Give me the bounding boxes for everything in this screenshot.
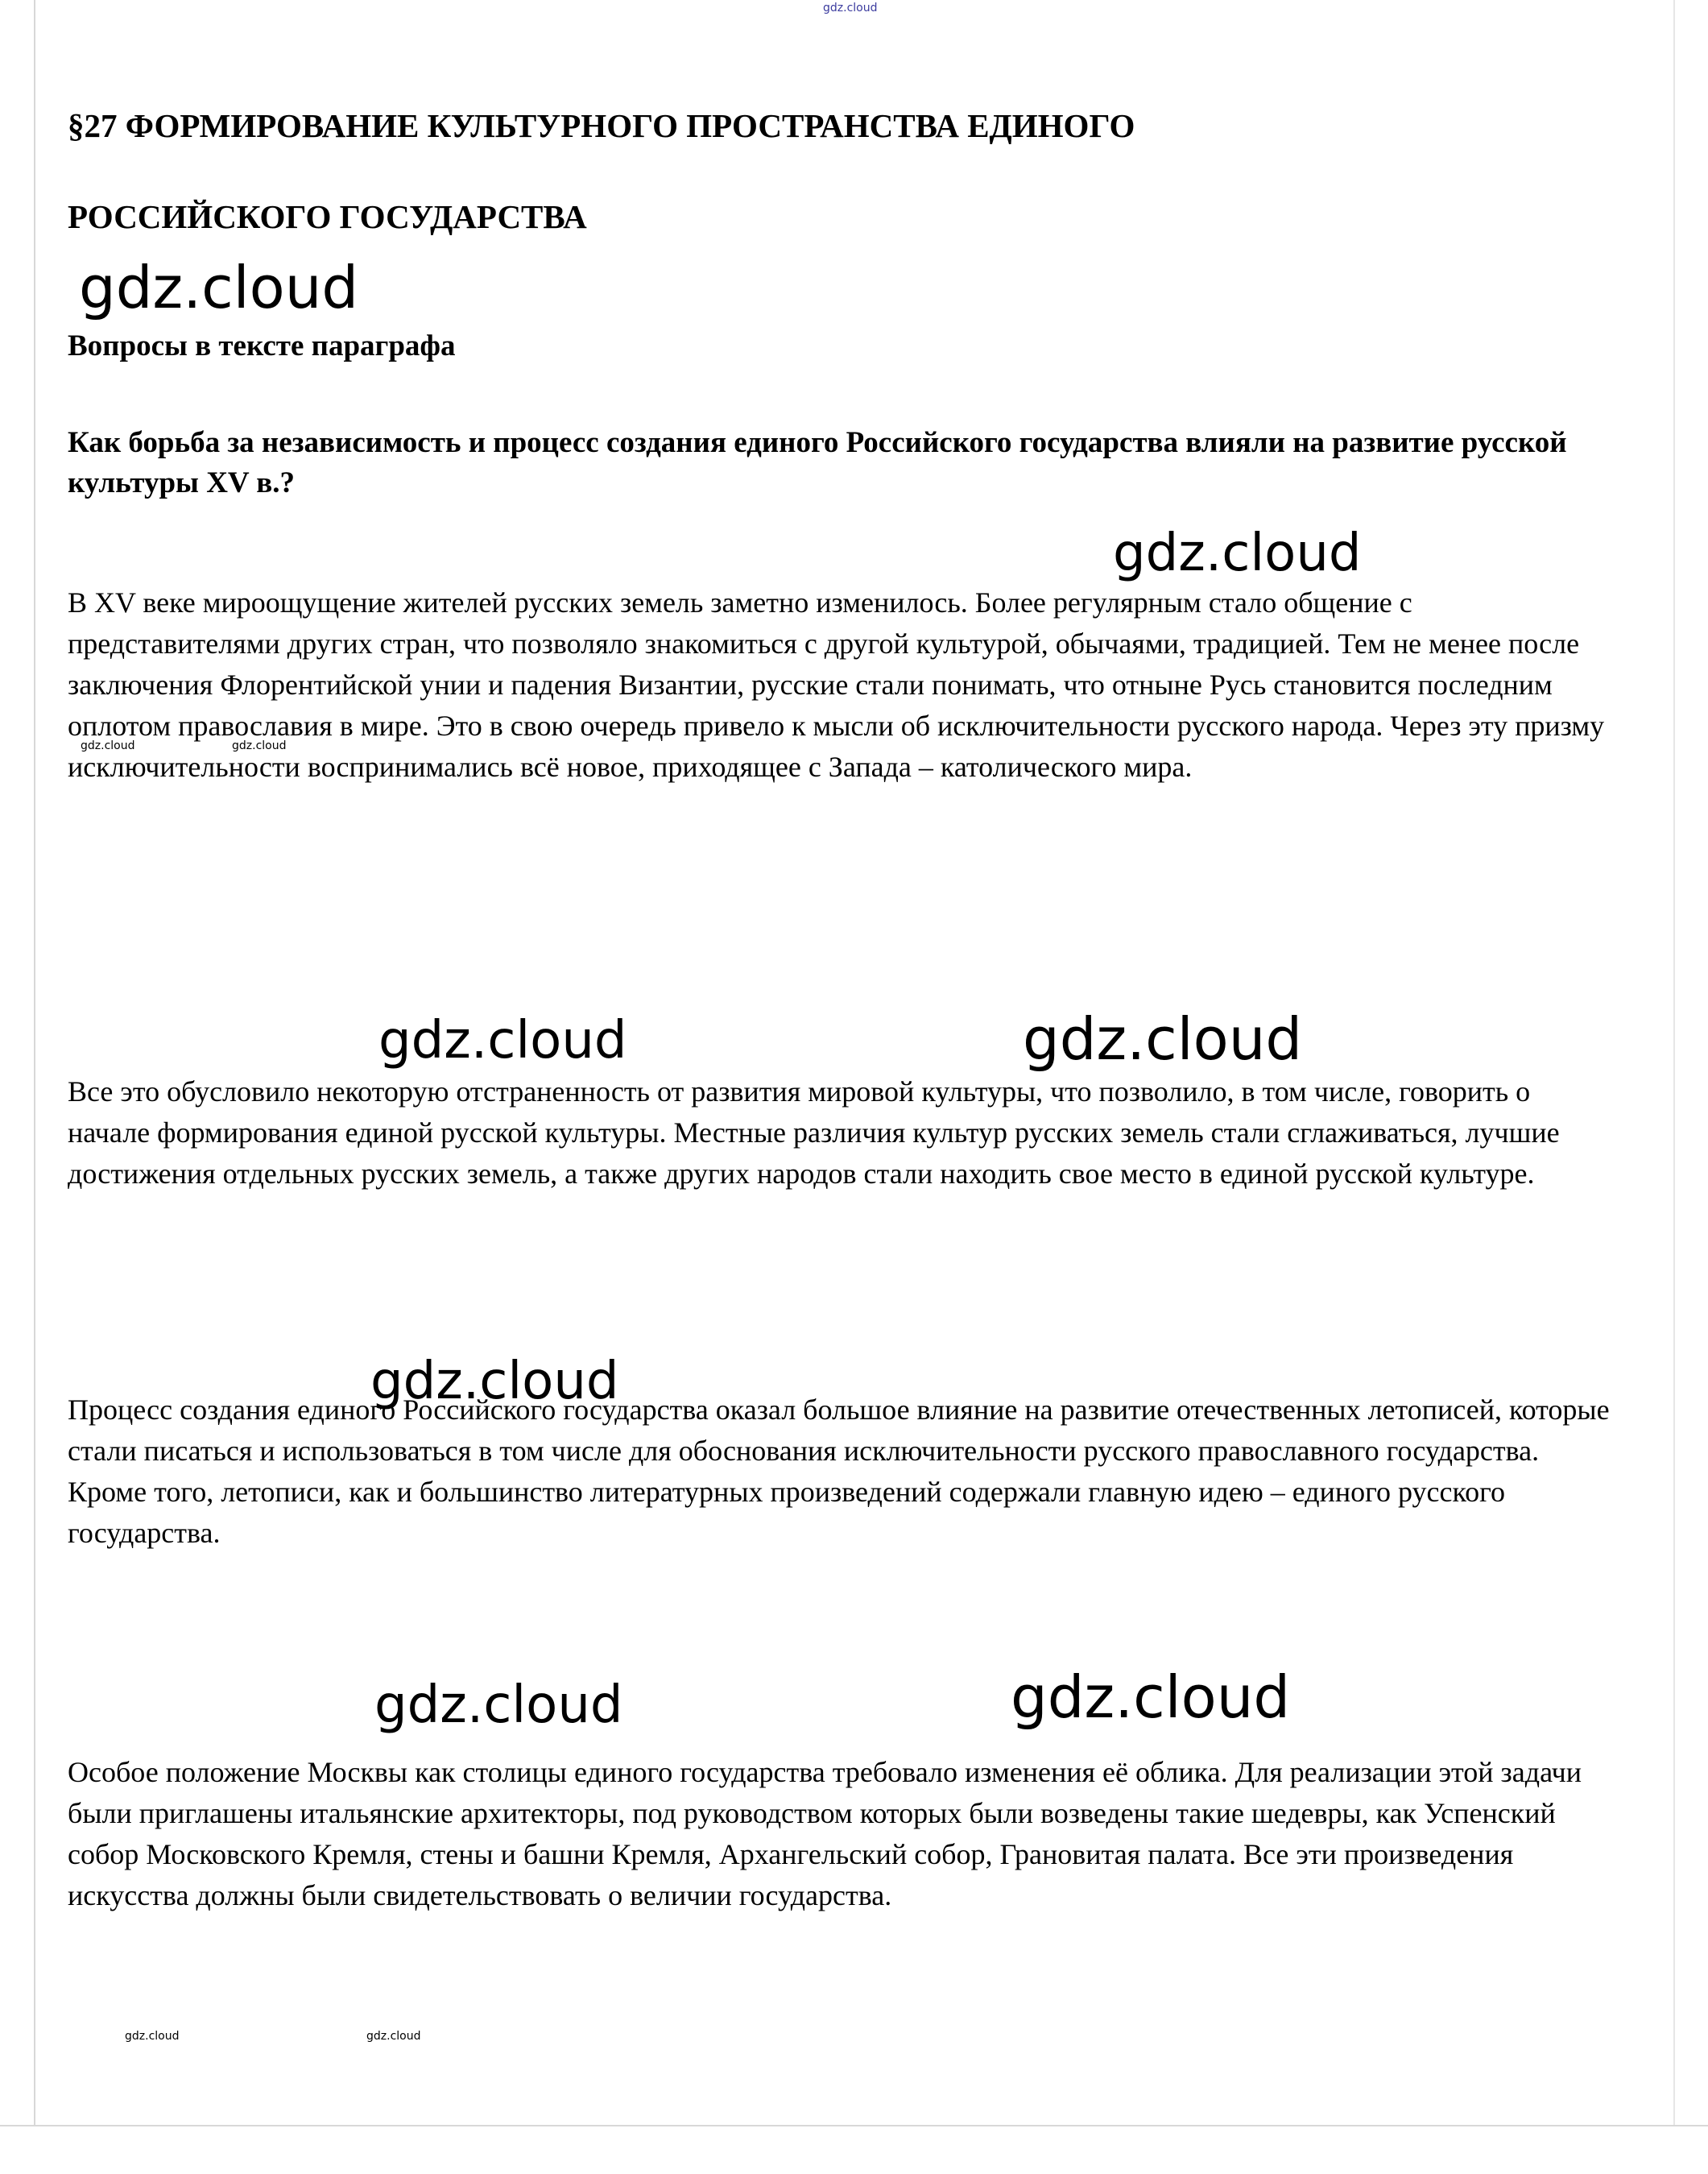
watermark: gdz.cloud: [81, 739, 135, 752]
watermark: gdz.cloud: [1113, 524, 1362, 583]
watermark: gdz.cloud: [1023, 1005, 1303, 1073]
page-title-line-1: §27 ФОРМИРОВАНИЕ КУЛЬТУРНОГО ПРОСТРАНСТВА ЕДИНОГО: [68, 107, 1135, 144]
watermark: gdz.cloud: [366, 2030, 421, 2043]
body-paragraph: В XV веке мироощущение жителей русских земель заметно изменилось. Более регулярным стало общение с представителями других стран, что позволяло знакомиться с другой культурой, обычаями, традицией. Тем не менее после заключения Флорентийской унии и падения Византии, русские стали понимать, что отныне Русь становится последним оплотом православия в мире. Это в свою очередь привело к мысли об исключительности русского народа. Через эту призму исключительности воспринимались всё новое, приходящее с Запада – католического мира.: [68, 586, 1605, 784]
watermark: gdz.cloud: [823, 2, 878, 14]
watermark: gdz.cloud: [125, 2030, 180, 2043]
section-subheading: Вопросы в тексте параграфа: [68, 329, 456, 362]
page-border-left: [34, 0, 35, 2126]
watermark: gdz.cloud: [232, 739, 287, 752]
watermark: gdz.cloud: [1011, 1663, 1291, 1731]
body-paragraph: Все это обусловило некоторую отстраненность от развития мировой культуры, что позволило, в том числе, говорить о начале формирования единой русской культуры. Местные различия культур русских земель стали сглаживаться, лучшие достижения отдельных русских земель, а также других народов стали находить свое место в единой русской культуре.: [68, 1075, 1560, 1191]
page-border-right: [1673, 0, 1675, 2126]
body-paragraph: Процесс создания единого Российского государства оказал большое влияние на развитие отечественных летописей, которые стали писаться и использоваться в том числе для обоснования исключительности русского православного государства. Кроме того, летописи, как и большинство литературных произведений содержали главную идею – единого русского государства.: [68, 1393, 1610, 1550]
page-border-bottom: [0, 2125, 1708, 2126]
body-paragraph: Особое положение Москвы как столицы единого государства требовало изменения её облика. Для реализации этой задачи были приглашены итальянские архитекторы, под руководством которых были возведены такие шедевры, как Успенский собор Московского Кремля, стены и башни Кремля, Архангельский собор, Грановитая палата. Все эти произведения искусства должны были свидетельствовать о величии государства.: [68, 1756, 1582, 1912]
watermark: gdz.cloud: [79, 254, 359, 321]
question-heading: Как борьба за независимость и процесс создания единого Российского государства влияли на развитие русской культуры XV в.?: [68, 426, 1567, 500]
watermark: gdz.cloud: [370, 1352, 619, 1411]
watermark: gdz.cloud: [378, 1011, 627, 1070]
page-title-line-2: РОССИЙСКОГО ГОСУДАРСТВА: [68, 198, 587, 235]
watermark: gdz.cloud: [374, 1675, 623, 1735]
